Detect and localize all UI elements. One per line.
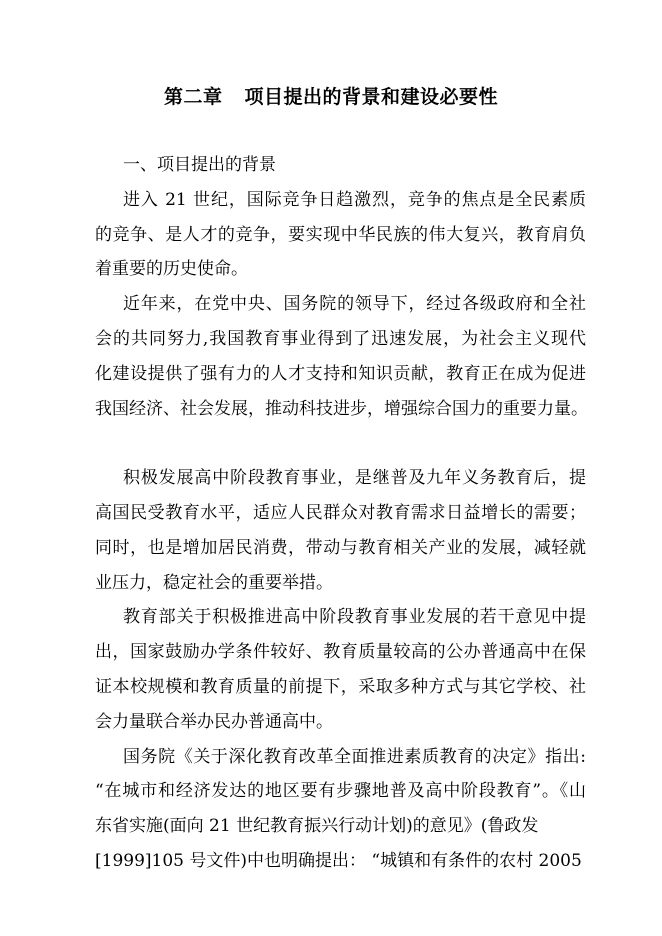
text-line: 出，国家鼓励办学条件较好、教育质量较高的公办普通高中在保 [95, 642, 586, 663]
text-line: 高国民受教育水平，适应人民群众对教育需求日益增长的需要； [95, 502, 586, 523]
text-line: 我国经济、社会发展，推动科技进步，增强综合国力的重要力量。 [95, 398, 588, 419]
text-line: 同时，也是增加居民消费，带动与教育相关产业的发展，减轻就 [95, 537, 586, 558]
paragraph [95, 740, 586, 879]
chapter-number: 第二章 [163, 86, 223, 108]
paragraph [95, 287, 586, 426]
text-line: 证本校规模和教育质量的前提下，采取多种方式与其它学校、社 [95, 676, 586, 697]
paragraph [95, 461, 586, 600]
paragraph [95, 600, 586, 739]
text-line: 会力量联合举办民办普通高中。 [95, 711, 333, 732]
text-line: 东省实施(面向 21 世纪教育振兴行动计划)的意见》(鲁政发 [95, 816, 539, 837]
text-line: 的竞争、是人才的竞争，要实现中华民族的伟大复兴，教育肩负 [95, 224, 586, 245]
blank-line [95, 426, 586, 461]
text-line: “在城市和经济发达的地区要有步骤地普及高中阶段教育”。《山 [95, 781, 586, 802]
text-line: 近年来，在党中央、国务院的领导下，经过各级政府和全社 [123, 294, 586, 315]
text-line: 积极发展高中阶段教育事业，是继普及九年义务教育后，提 [123, 468, 586, 489]
text-line: 会的共同努力,我国教育事业得到了迅速发展，为社会主义现代 [95, 328, 586, 349]
text-line: 业压力，稳定社会的重要举措。 [95, 572, 333, 593]
chapter-heading: 项目提出的背景和建设必要性 [244, 86, 499, 108]
text-line: 化建设提供了强有力的人才支持和知识贡献，教育正在成为促进 [95, 363, 586, 384]
text-line: 进入 21 世纪，国际竞争日趋激烈，竞争的焦点是全民素质 [123, 189, 586, 210]
text-line: 着重要的历史使命。 [95, 259, 248, 280]
text-line: [1999]105 号文件)中也明确提出： “城镇和有条件的农村 2005 [95, 850, 582, 871]
text-line: 国务院《关于深化教育改革全面推进素质教育的决定》指出: [123, 746, 586, 767]
paragraph [95, 183, 586, 287]
section-heading: 一、项目提出的背景 [123, 155, 276, 175]
text-line: 教育部关于积极推进高中阶段教育事业发展的若干意见中提 [123, 607, 586, 628]
document-body [95, 148, 586, 879]
chapter-title [0, 80, 662, 114]
